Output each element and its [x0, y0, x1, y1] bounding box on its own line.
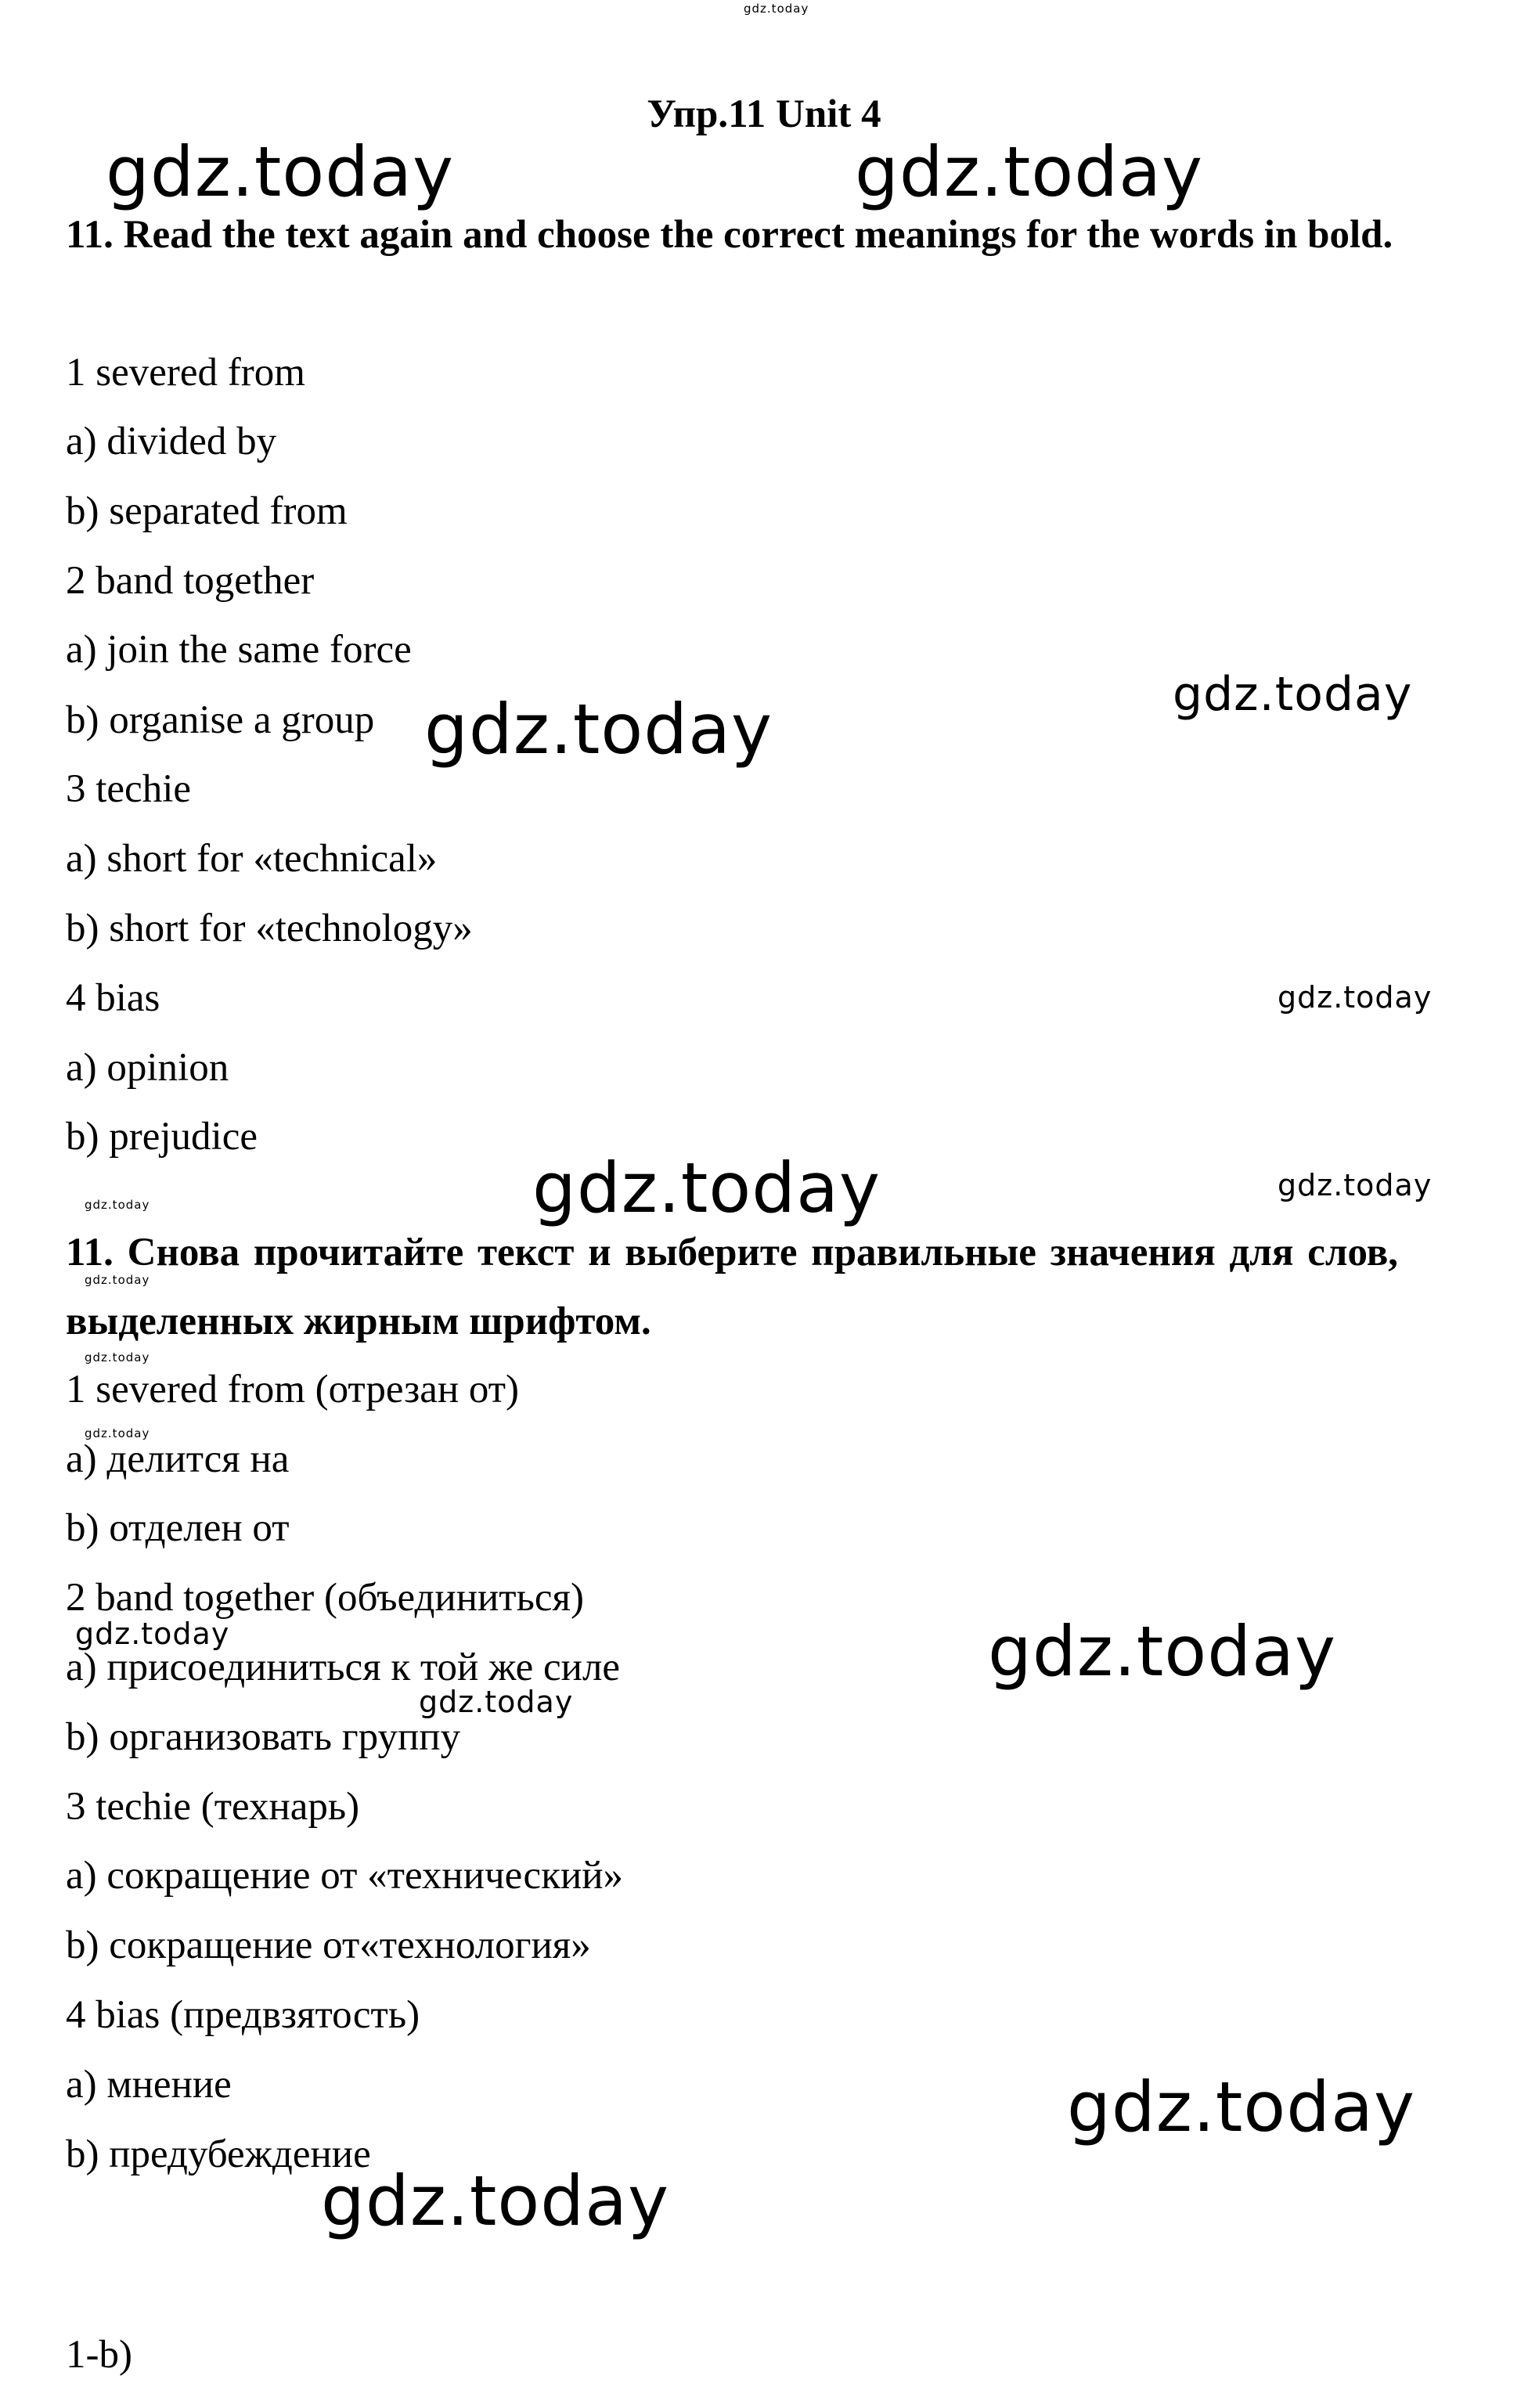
watermark: gdz.today	[321, 2161, 670, 2241]
russian-option-3a: a) сокращение от «технический»	[66, 1854, 624, 1898]
russian-option-3b: b) сокращение от«технология»	[66, 1923, 591, 1967]
watermark: gdz.today	[855, 132, 1204, 212]
russian-option-4a: a) мнение	[66, 2063, 232, 2107]
english-option-1b: b) separated from	[66, 489, 348, 533]
answer: 1-b)	[66, 2333, 132, 2377]
page-title: Упр.11 Unit 4	[647, 92, 881, 136]
russian-item-1: 1 severed from (отрезан от)	[66, 1368, 520, 1411]
english-option-3b: b) short for «technology»	[66, 907, 473, 950]
watermark: gdz.today	[75, 1617, 230, 1651]
english-option-2b: b) organise a group	[66, 698, 375, 742]
english-instruction: 11. Read the text again and choose the correct meanings for the words in bold.	[66, 213, 1393, 257]
russian-option-2b: b) организовать группу	[66, 1715, 461, 1759]
russian-item-4: 4 bias (предвзятость)	[66, 1993, 420, 2037]
english-option-2a: a) join the same force	[66, 628, 412, 672]
russian-instruction: 11. Снова прочитайте текст и выберите правильные значения для слов, выделенных жирным шрифтом.	[66, 1231, 1398, 1343]
watermark: gdz.today	[85, 1350, 150, 1364]
english-option-1a: a) divided by	[66, 420, 277, 463]
watermark: gdz.today	[1067, 2067, 1416, 2147]
watermark: gdz.today	[1173, 667, 1413, 722]
russian-option-1b: b) отделен от	[66, 1506, 290, 1550]
watermark: gdz.today	[1278, 980, 1432, 1015]
russian-option-1a: a) делится на	[66, 1437, 290, 1481]
watermark: gdz.today	[85, 1273, 150, 1287]
english-option-4b: b) prejudice	[66, 1115, 258, 1159]
russian-option-2a: a) присоединиться к той же силе	[66, 1646, 621, 1689]
watermark: gdz.today	[419, 1685, 574, 1719]
english-item-1: 1 severed from	[66, 351, 305, 395]
english-option-3a: a) short for «technical»	[66, 837, 438, 881]
watermark: gdz.today	[1278, 1168, 1432, 1202]
watermark: gdz.today	[744, 2, 809, 16]
watermark: gdz.today	[106, 132, 455, 212]
english-item-2: 2 band together	[66, 559, 315, 603]
watermark: gdz.today	[532, 1148, 881, 1228]
russian-option-4b: b) предубеждение	[66, 2132, 371, 2176]
watermark: gdz.today	[988, 1611, 1337, 1692]
english-option-4a: a) opinion	[66, 1046, 229, 1090]
watermark: gdz.today	[85, 1426, 150, 1440]
watermark: gdz.today	[424, 689, 773, 770]
watermark: gdz.today	[85, 1198, 150, 1212]
english-item-3: 3 techie	[66, 767, 191, 811]
english-item-4: 4 bias	[66, 976, 160, 1020]
russian-item-3: 3 techie (технарь)	[66, 1785, 360, 1829]
russian-item-2: 2 band together (объединиться)	[66, 1576, 584, 1620]
